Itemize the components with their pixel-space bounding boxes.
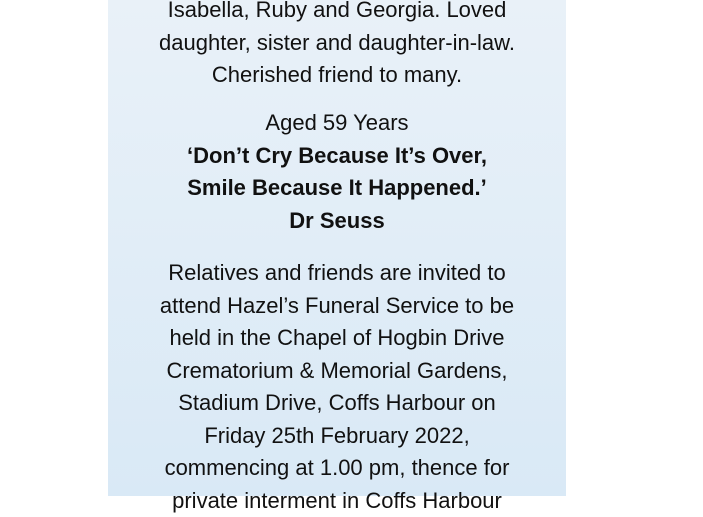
age-line: Aged 59 Years [108,107,566,140]
text-line: Isabella, Ruby and Georgia. Loved [108,0,566,27]
age-and-quote [108,107,566,237]
text-line: daughter, sister and daughter-in-law. [108,27,566,60]
family-paragraph [108,0,566,92]
text-line: Friday 25th February 2022, [108,420,566,453]
text-line: attend Hazel’s Funeral Service to be [108,290,566,323]
text-line: held in the Chapel of Hogbin Drive [108,322,566,355]
quote-line: ‘Don’t Cry Because It’s Over, [108,140,566,173]
service-paragraph [108,257,566,517]
quote-author: Dr Seuss [108,205,566,238]
text-line: Crematorium & Memorial Gardens, [108,355,566,388]
quote-line: Smile Because It Happened.’ [108,172,566,205]
text-line: private interment in Coffs Harbour [108,485,566,517]
text-line: commencing at 1.00 pm, thence for [108,452,566,485]
text-line: Cherished friend to many. [108,59,566,92]
text-line: Relatives and friends are invited to [108,257,566,290]
text-line: Stadium Drive, Coffs Harbour on [108,387,566,420]
obituary-notice-panel [108,0,566,496]
